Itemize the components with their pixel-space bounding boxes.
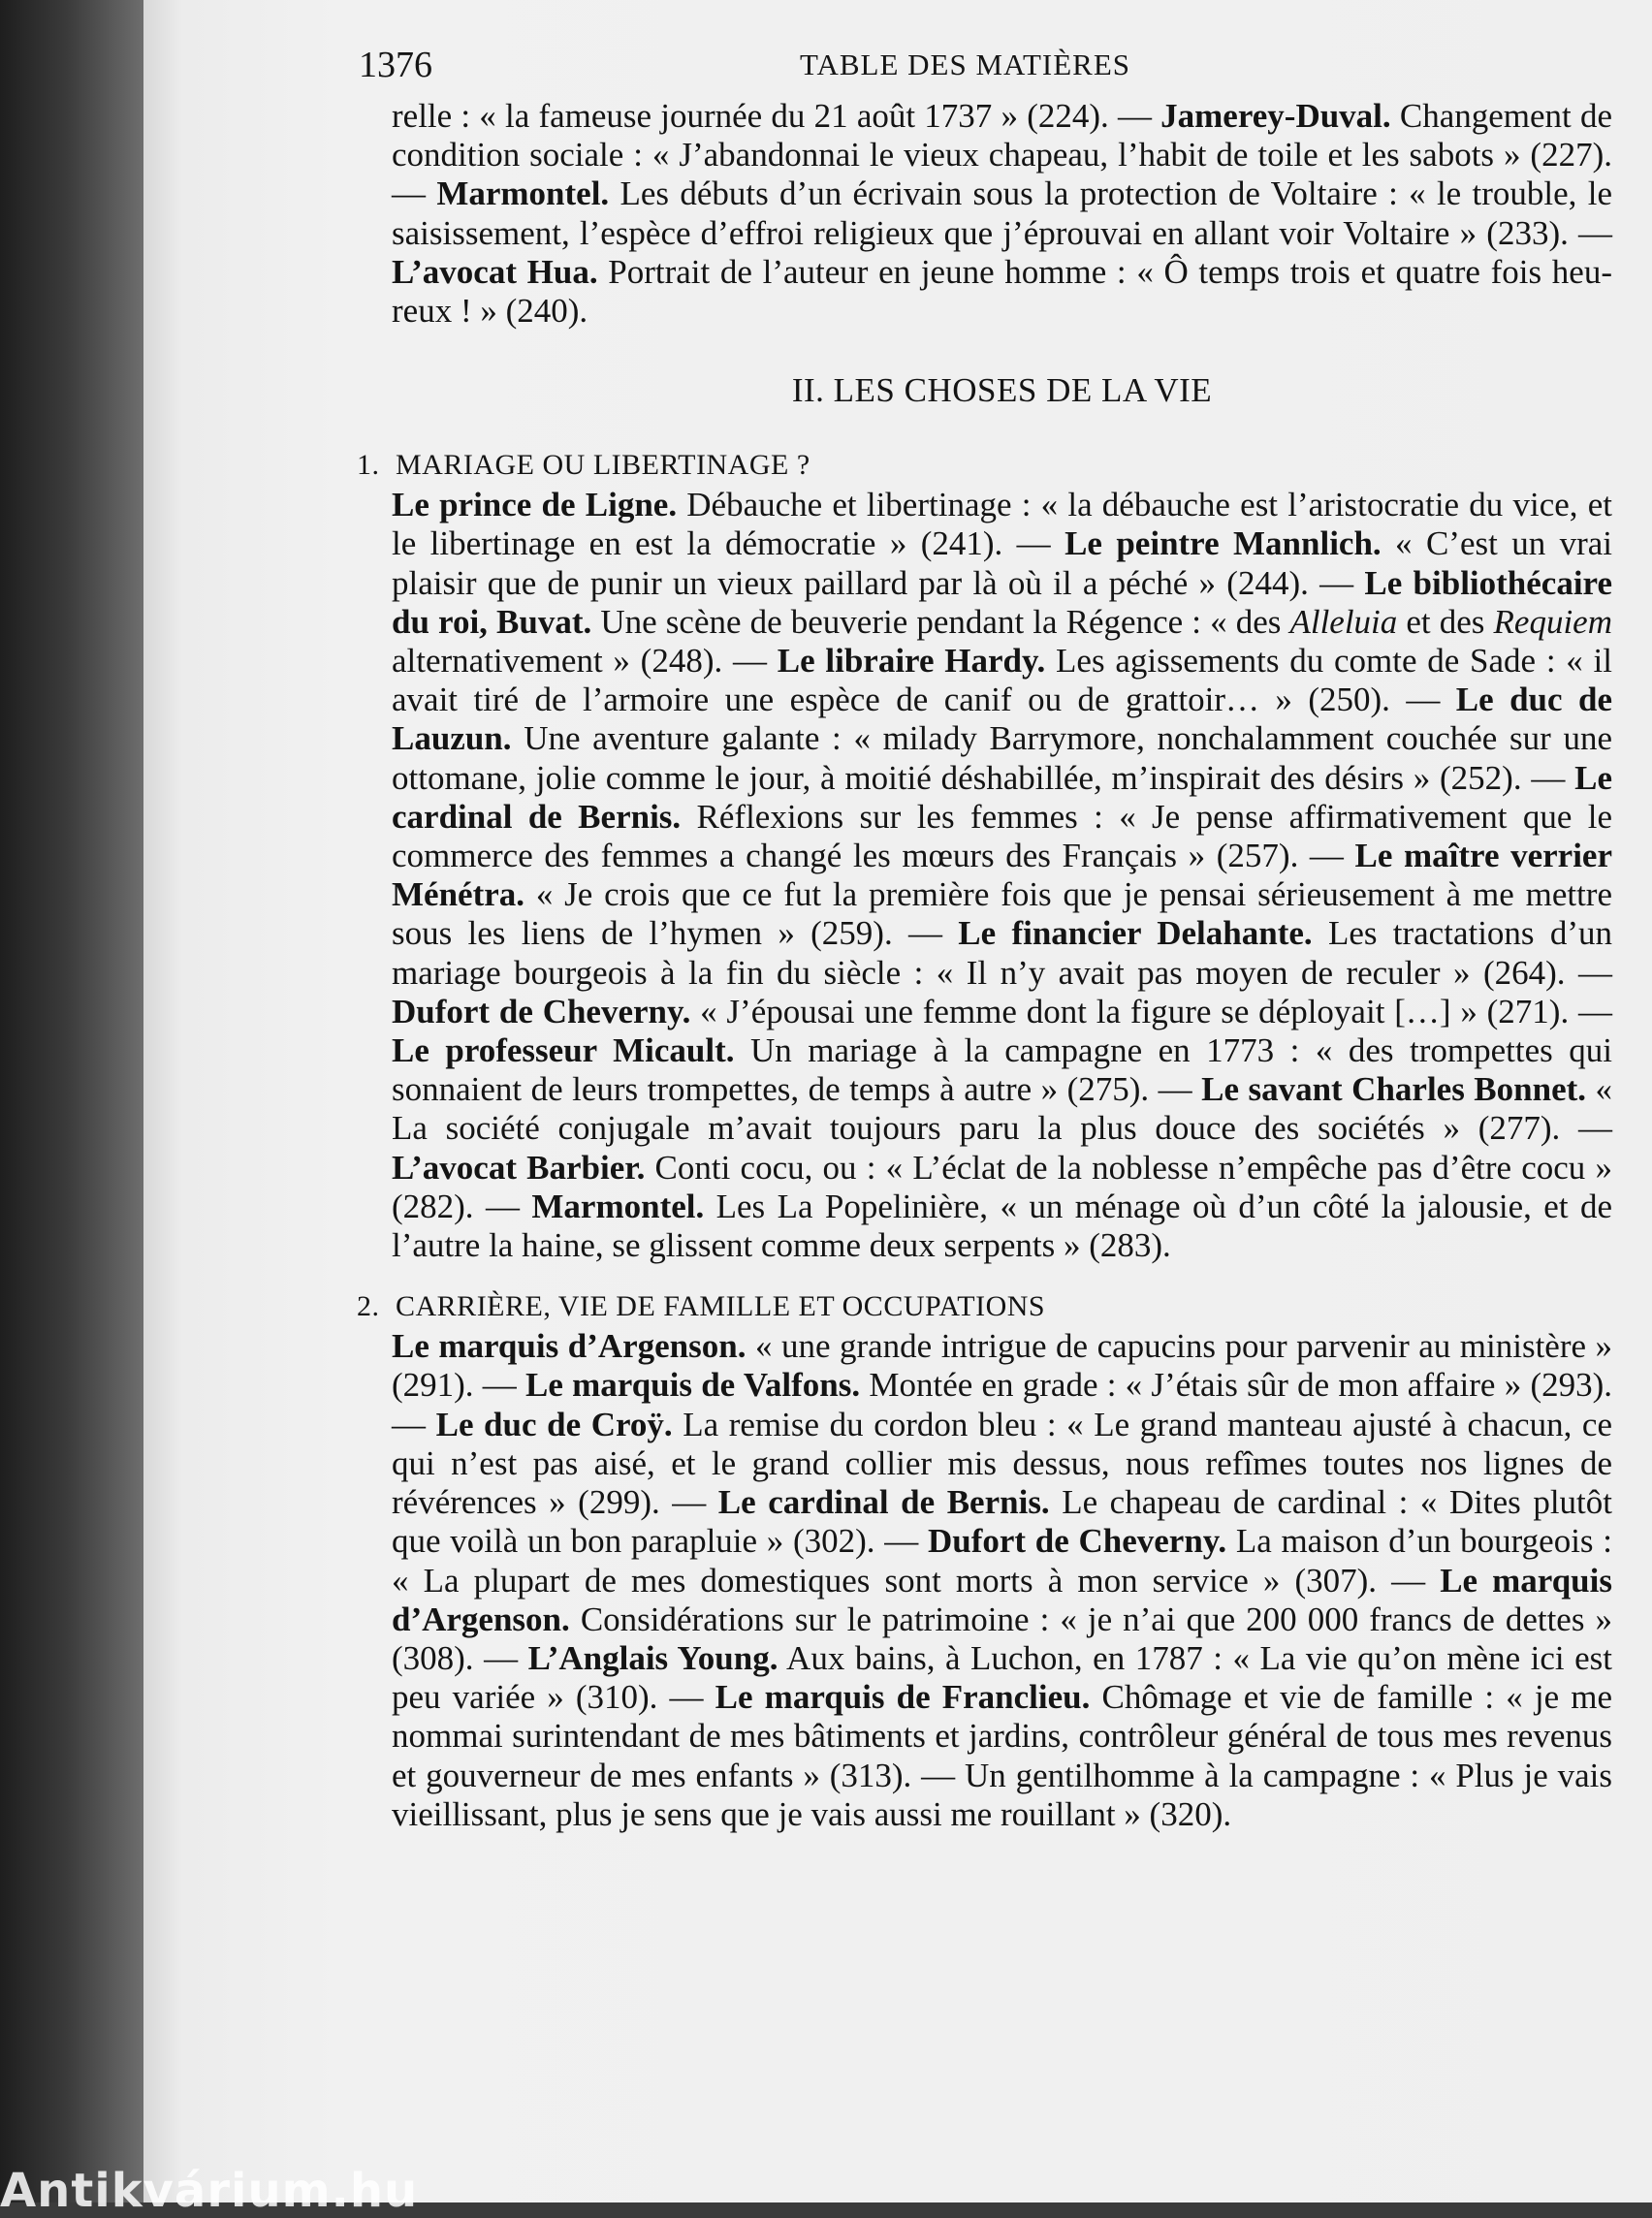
book-binding [0, 0, 145, 2202]
author-name: Le marquis de Franclieu. [715, 1678, 1091, 1717]
entry-text: « La société conjugale m’avait toujours paru la plus douce des sociétés » (277). — [392, 1070, 1613, 1148]
author-name: Marmontel. [531, 1187, 705, 1225]
author-name: Le bibliothécaire du roi, Buvat. [392, 563, 1612, 641]
author-name: L’Anglais Young. [527, 1638, 778, 1677]
author-name: Le financier Delahante. [958, 914, 1313, 953]
entry-text: Conti cocu, ou : « L’éclat de la noblesse n’empêche pas d’être cocu » (282). — [392, 1148, 1613, 1225]
subsection-paragraph [392, 486, 1612, 1265]
part-title: II. LES CHOSES DE LA VIE [791, 371, 1213, 410]
table-of-contents-body [357, 97, 1612, 1834]
author-name: Le cardinal de Bernis. [717, 1483, 1050, 1522]
entry-text: « J’épousai une femme dont la figure se déployait […] » (271). — [690, 992, 1613, 1030]
running-title: TABLE DES MATIÈRES [800, 48, 1131, 81]
author-name: Le savant Charles Bonnet. [1201, 1070, 1587, 1109]
intro-paragraph [392, 97, 1612, 331]
author-name: L’avocat Barbier. [392, 1148, 646, 1187]
subsection-paragraph [392, 1327, 1612, 1834]
author-name: L’avocat Hua. [392, 252, 598, 291]
author-name: Le prince de Ligne. [392, 486, 678, 524]
entry-text: Les débuts d’un écrivain sous la protection de Voltaire : « le trouble, le saisissement, l’espèce d’effroi religieux que j’éprouvai en allant voir Voltaire » (233). — [392, 174, 1613, 252]
entry-text: Portrait de l’auteur en jeune homme : « Ô temps trois et quatre fois heureux ! » (240). [392, 252, 1612, 331]
entry-text: Considérations sur le patrimoine : « je n’ai que 200 000 francs de dettes » (308). — [392, 1600, 1612, 1677]
author-name: Le duc de Croÿ. [435, 1405, 673, 1443]
subsection-number: 1. [357, 449, 380, 482]
entry-text: Le chapeau de cardinal : « Dites plutôt que voilà un bon parapluie » (302). — [392, 1483, 1612, 1561]
entry-text: « une grande intrigue de capucins pour parvenir au ministère » (291). — [392, 1327, 1613, 1405]
entry-text: La maison d’un bourgeois : « La plupart de mes domestiques sont morts à mon service » (307). — [392, 1522, 1612, 1600]
page-number: 1376 [359, 45, 432, 85]
entry-text: « C’est un vrai plaisir que de punir un vieux paillard par là où il a péché » (244). — [392, 524, 1612, 602]
entry-text: La remise du cordon bleu : « Le grand manteau ajusté à chacun, ce qui n’est pas aisé, et le grand collier mis dessus, nous refîmes toutes nos lignes de révérences » (299). — [392, 1405, 1613, 1522]
entry-text: Les agissements du comte de Sade : « il avait tiré de l’armoire une espèce de canif ou de grattoir… » (250). — [392, 642, 1612, 719]
entry-text: Une aventure galante : « milady Barrymore, nonchalamment couchée sur une ottomane, jolie comme le jour, à moitié déshabillée, m’inspirait des désirs » (252). — [392, 719, 1612, 797]
author-name: Dufort de Cheverny. [392, 992, 691, 1030]
subsection-heading [357, 1290, 1612, 1323]
entry-text: Montée en grade : « J’étais sûr de mon affaire » (293). — [392, 1366, 1613, 1443]
author-name: Le professeur Micault. [392, 1031, 735, 1070]
entry-text: Débauche et libertinage : « la débauche est l’aristocratie du vice, et le libertinage en est la démocratie » (241). — [392, 486, 1612, 563]
entry-text: Aux bains, à Luchon, en 1787 : « La vie qu’on mène ici est peu variée » (310). — [392, 1638, 1612, 1717]
author-name: Le marquis de Valfons. [525, 1366, 861, 1405]
entry-text: Une scène de beuverie pendant la Régence : « des [591, 602, 1290, 641]
author-name: Le peintre Mannlich. [1064, 524, 1382, 563]
entry-text: Les La Popelinière, « un ménage où d’un côté la jalousie, et de l’autre la haine, se glissent comme deux serpents » (283). [392, 1187, 1612, 1265]
author-name: Le duc de Lauzun. [392, 681, 1612, 758]
entry-text: « Je crois que ce fut la première fois que je pensai sérieusement à me mettre sous les liens de l’hymen » (259). — [392, 875, 1612, 953]
author-name: Marmontel. [436, 174, 610, 213]
entry-text: alternativement » (248). — [392, 642, 778, 681]
entry-text: Changement de condition sociale : « J’abandonnai le vieux chapeau, l’habit de toile et les sabots » (227). — [392, 97, 1612, 213]
entry-text: et des [1397, 602, 1494, 641]
author-name: Le libraire Hardy. [777, 642, 1046, 681]
entry-text: Un mariage à la campagne en 1773 : « des trompettes qui sonnaient de leurs trompettes, de temps à autre » (275). — [392, 1031, 1612, 1109]
author-name: Jamerey-Duval. [1160, 97, 1391, 135]
subsection-heading [357, 449, 1612, 482]
entry-text: Chômage et vie de famille : « je me nommai surintendant de mes bâtiments et jardins, contrôleur général de tous mes revenus et gouverneur de mes enfants » (313). — Un gentilhomme à la campagne : « Plus je vais vieillissant, plus je sens que je vais aussi me rouillant » (320). [392, 1678, 1612, 1833]
subsection-number: 2. [357, 1290, 380, 1323]
author-name: Le maître verrier Ménétra. [392, 837, 1612, 914]
subsection-title: CARRIÈRE, VIE DE FAMILLE ET OCCUPATIONS [396, 1290, 1046, 1323]
page-header [359, 44, 1619, 92]
entry-text: Réflexions sur les femmes : « Je pense affirmativement que le commerce des femmes a changé les mœurs des Français » (257). — [392, 797, 1612, 875]
author-name: Dufort de Cheverny. [927, 1522, 1227, 1561]
author-name: Le cardinal de Bernis. [392, 758, 1612, 836]
author-name: Le marquis d’Argenson. [392, 1327, 747, 1366]
italic-term: Requiem [1493, 602, 1612, 641]
watermark: Antikvárium.hu [0, 2164, 419, 2218]
entry-text: relle : « la fameuse journée du 21 août 1737 » (224). — [392, 97, 1161, 135]
spacer [357, 1265, 1612, 1290]
italic-term: Alleluia [1289, 602, 1398, 641]
subsection-title: MARIAGE OU LIBERTINAGE ? [396, 449, 810, 482]
author-name: Le marquis d’Argenson. [392, 1561, 1612, 1638]
entry-text: Les tractations d’un mariage bourgeois à la fin du siècle : « Il n’y avait pas moyen de reculer » (264). — [392, 914, 1612, 992]
